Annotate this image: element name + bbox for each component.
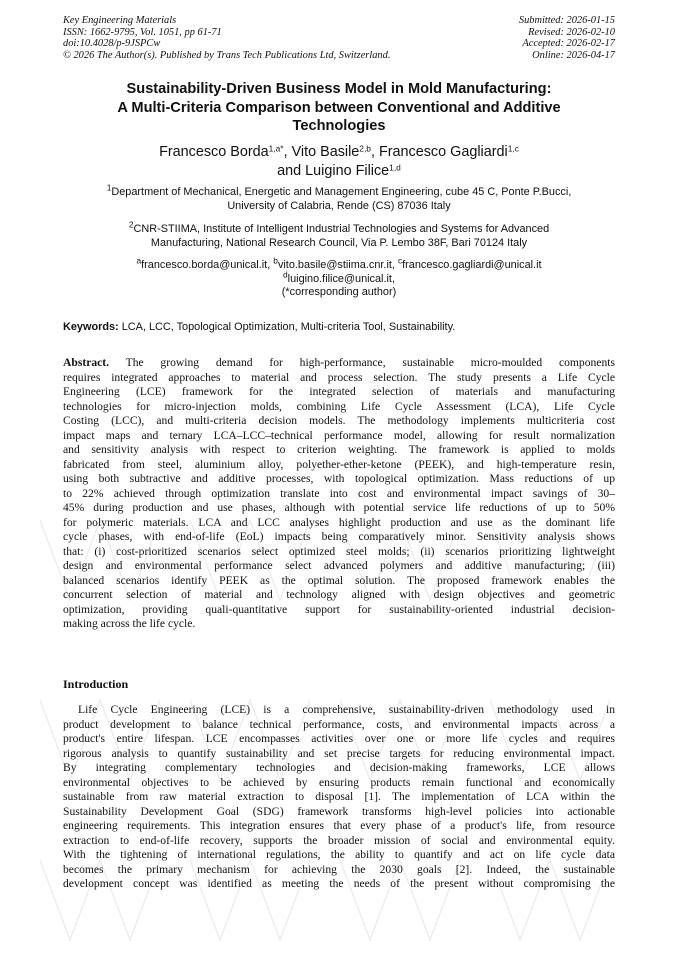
email-superscript: d: [283, 268, 288, 279]
abstract-line: fabricated from steel, aluminium alloy, polyether-ether-ketone (PEEK), and high-temperature resin,: [63, 457, 615, 471]
affiliation-line: CNR-STIIMA, Institute of Intelligent Industrial Technologies and Systems for Advanced: [133, 223, 550, 235]
email-list: [63, 255, 615, 300]
journal-issn: ISSN: 1662-9795, Vol. 1051, pp 61-71: [63, 26, 222, 38]
title-line: A Multi-Criteria Comparison between Conventional and Additive: [117, 99, 561, 116]
abstract-line: concurrent selection of material and technology aligned with design objectives and geometric: [63, 588, 615, 601]
affiliation-line: Manufacturing, National Research Council, Via P. Lembo 38F, Bari 70124 Italy: [150, 236, 528, 249]
body-line: By integrating complementary technologies and decision-making frameworks, LCE allows: [63, 761, 615, 774]
introduction-body: [63, 703, 615, 892]
abstract-line: that: (i) cost-prioritized scenarios select optimized steel molds; (ii) scenarios prioritizing lightweight: [63, 544, 615, 558]
and-label: and: [277, 162, 302, 179]
body-line: rigorous analysis to quantify sustainability and set precise targets for reducing environmental impact.: [63, 746, 615, 760]
affiliation-1: [63, 182, 615, 213]
body-line: environmental objectives to be achieved by ensuring products remain functional and economically: [63, 775, 615, 789]
author-name: Francesco Borda: [159, 144, 269, 160]
submitted-date: Submitted: 2026-01-15: [518, 15, 615, 26]
online-date: Online: 2026-04-17: [532, 49, 615, 61]
authors-line-1: Francesco Borda$^{1,a*}$, Vito Basile$^{2,b}$, Francesco Gagliardi$^{1,c}$: [159, 143, 519, 160]
author-name: Vito Basile: [291, 144, 360, 160]
abstract-line: cycle phases, with end-of-life (EoL) impacts being comparatively minor. Sensitivity analysis shows: [63, 530, 615, 543]
abstract-line: requires integrated approaches to material and process selection. The study presents a Life Cycle: [63, 370, 615, 384]
abstract-first-line: The growing demand for high-performance, sustainable micro-moulded components: [125, 356, 615, 369]
author-superscript: 1,a*: [268, 143, 284, 154]
journal-name: Key Engineering Materials: [63, 15, 177, 26]
abstract: [63, 356, 615, 632]
body-line: extraction to end-of-life recovery, supports the broader mission of social and environmental equity.: [63, 833, 615, 847]
author-superscript: 2,b: [359, 143, 371, 154]
body-line: Sustainability Development Goal (SDG) framework transforms high-level policies into actionable: [63, 804, 615, 818]
publication-dates: [519, 15, 615, 61]
author-name: Luigino Filice: [305, 162, 390, 179]
keywords: [63, 321, 615, 334]
paper-title: [63, 80, 615, 136]
email-superscript: b: [273, 255, 278, 266]
abstract-line: for polymeric materials. LCA and LCC analyses highlight production and use as the dominant life: [63, 515, 615, 529]
abstract-line: balanced scenarios identify PEEK as the optimal solution. The proposed framework enables the: [63, 573, 615, 587]
journal-meta: [63, 15, 390, 61]
email-link[interactable]: francesco.gagliardi@unical.it: [402, 259, 542, 271]
abstract-line: [63, 356, 615, 371]
revised-date: Revised: 2026-02-10: [528, 26, 615, 38]
author-name: Francesco Gagliardi: [378, 144, 508, 160]
copyright-notice: © 2026 The Author(s). Published by Trans Tech Publications Ltd, Switzerland.: [63, 49, 391, 61]
email-link[interactable]: luigino.filice@unical.it,: [287, 272, 395, 285]
body-line: sustainable from raw material extraction to disposal [1]. The implementation of LCA within the: [63, 790, 615, 803]
affiliation-number: 1: [106, 182, 112, 193]
affiliation-2: [63, 219, 615, 250]
body-line: Life Cycle Engineering (LCE) is a comprehensive, sustainability-driven methodology used in: [78, 703, 615, 716]
corresponding-author-note: (*corresponding author): [281, 286, 397, 299]
keywords-label: Keywords:: [63, 321, 119, 333]
affiliation-number: 2: [128, 219, 134, 230]
section-heading-introduction: Introduction: [63, 677, 129, 691]
abstract-line: making across the life cycle.: [63, 617, 196, 630]
author-list: [63, 143, 615, 180]
abstract-line: to 22% achieved through optimization translate into cost and environmental impact savings of 30–: [63, 486, 615, 500]
author-superscript: 1,c: [507, 143, 519, 154]
abstract-line: 45% during production and use phases, although with potential service life reductions of up to 50%: [63, 501, 615, 514]
abstract-line: optimization, providing quali-quantitative support for sustainability-oriented industrial decision-: [63, 602, 615, 616]
authors-line-2: [63, 162, 615, 181]
abstract-line: impact maps and ternary LCA–LCC–technical performance model, allowing for result normalization: [63, 428, 615, 442]
email-superscript: c: [397, 255, 403, 266]
email-link[interactable]: vito.basile@stiima.cnr.it,: [277, 259, 395, 271]
body-line: With the tightening of international regulations, the ability to quantify and act on life cycle data: [63, 848, 615, 861]
title-line: Sustainability-Driven Business Model in Mold Manufacturing:: [126, 81, 552, 97]
abstract-line: technologies for micro-injection molds, combining Life Cycle Assessment (LCA), Life Cycle: [63, 399, 615, 413]
body-line: product development to balance technical performance, costs, and environmental impacts across a: [63, 717, 615, 731]
doi-link[interactable]: doi:10.4028/p-9JSPCw: [63, 38, 161, 50]
abstract-line: Engineering (LCE) framework for the integrated selection of materials and manufacturing: [63, 385, 615, 398]
abstract-line: using both subtractive and additive processes, with topological optimization. Mass reductions of up: [63, 472, 615, 485]
email-link[interactable]: francesco.borda@unical.it,: [141, 259, 271, 271]
keywords-text: LCA, LCC, Topological Optimization, Multi-criteria Tool, Sustainability.: [121, 321, 456, 333]
title-line: Technologies: [292, 118, 386, 134]
accepted-date: Accepted: 2026-02-17: [522, 38, 615, 50]
body-line: becomes the primary mechanism for achieving the 2030 goals [2]. Indeed, the sustainable: [63, 862, 615, 876]
author-superscript: 1,d: [389, 161, 401, 172]
email-superscript: a: [136, 255, 142, 266]
abstract-line: Costing (LCC), and multi-criteria decision models. The methodology implements multicriteria cost: [63, 414, 615, 427]
abstract-label: Abstract.: [63, 356, 110, 369]
body-line: development concept was identified as meeting the needs of the present without compromising the: [63, 877, 615, 890]
abstract-line: and sensitivity analysis with respect to criterion weighting. The framework is applied to molds: [63, 443, 615, 456]
body-line: product's entire lifespan. LCE encompasses activities over one or more life cycles and requires: [63, 732, 615, 745]
affiliation-line: University of Calabria, Rende (CS) 87036 Italy: [227, 199, 451, 212]
abstract-line: design and environmental performance select advanced polymers and additive manufacturing; (iii): [63, 559, 615, 572]
affiliation-line: Department of Mechanical, Energetic and Management Engineering, cube 45 C, Ponte P.Bucci,: [111, 186, 572, 198]
body-line: engineering requirements. This integration ensures that every phase of a product's life, from resource: [63, 819, 615, 832]
